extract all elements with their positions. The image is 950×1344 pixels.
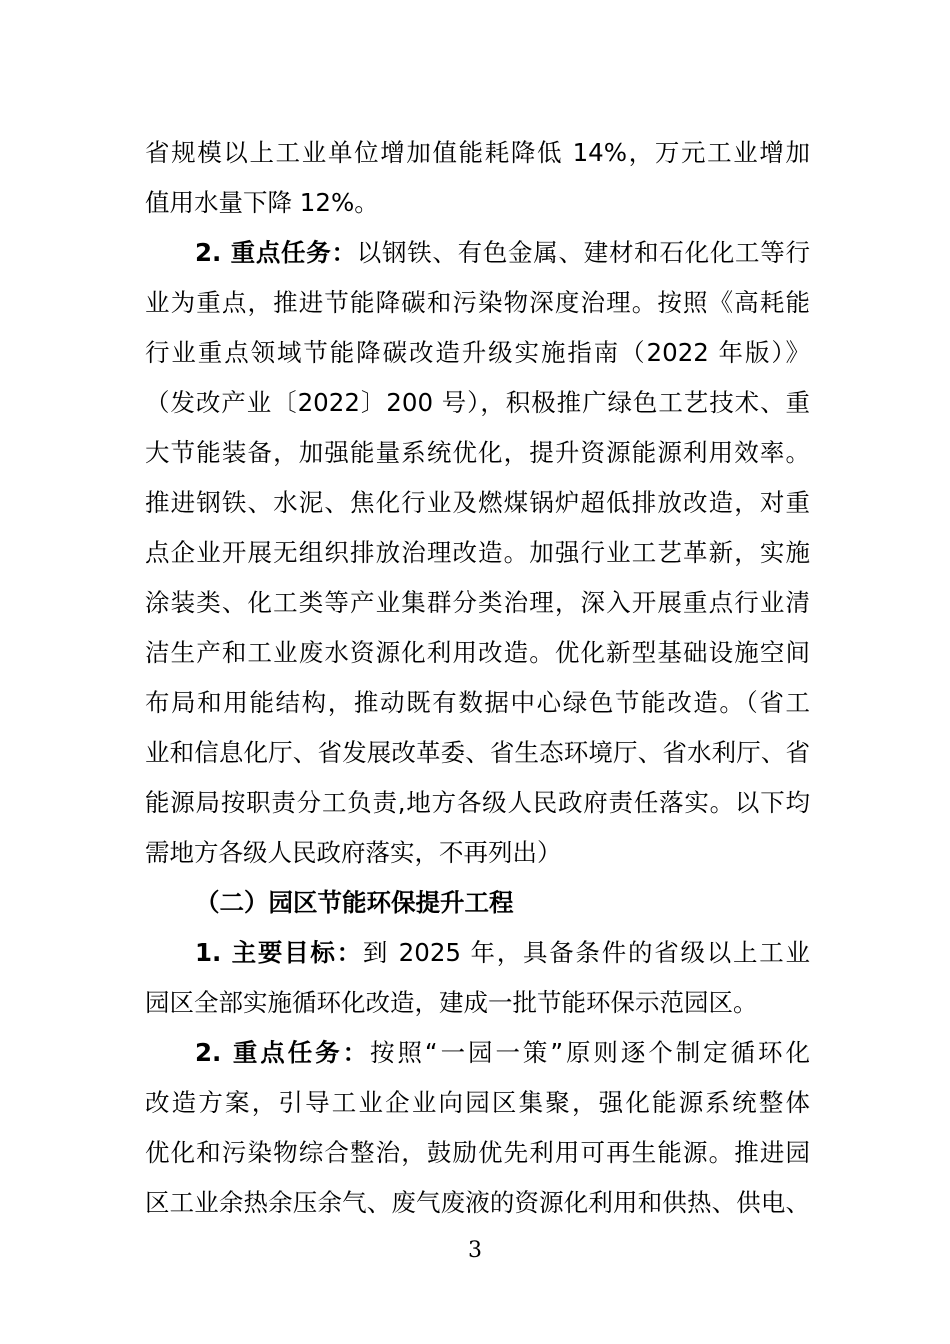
body-text-line: 行业重点领域节能降碳改造升级实施指南（2022 年版）》 [145,338,810,367]
body-text-line: 省规模以上工业单位增加值能耗降低 14%，万元工业增加 [145,138,810,167]
body-text-line: 布局和用能结构，推动既有数据中心绿色节能改造。（省工 [145,688,810,717]
body-text-line: 业和信息化厅、省发展改革委、省生态环境厅、省水利厅、省 [145,738,810,767]
section-lead-label: 1. 主要目标： [195,938,363,967]
body-text-line: 洁生产和工业废水资源化利用改造。优化新型基础设施空间 [145,638,810,667]
target-paragraph-first-line: 1. 主要目标：到 2025 年，具备条件的省级以上工业 [195,938,810,967]
body-text-line: 大节能装备，加强能量系统优化，提升资源能源利用效率。 [145,438,810,467]
body-text-line: 改造方案，引导工业企业向园区集聚，强化能源系统整体 [145,1088,810,1117]
body-text-line: 需地方各级人民政府落实，不再列出） [145,838,562,867]
body-text-line: 涂装类、化工类等产业集群分类治理，深入开展重点行业清 [145,588,810,617]
body-text-line: 推进钢铁、水泥、焦化行业及燃煤锅炉超低排放改造，对重 [145,488,810,517]
task-paragraph-first-line: 2. 重点任务：按照“一园一策”原则逐个制定循环化 [195,1038,810,1067]
body-text-line: 业为重点，推进节能降碳和污染物深度治理。按照《高耗能 [145,288,810,317]
body-text-line: 值用水量下降 12%。 [145,188,379,217]
body-text-line: 优化和污染物综合整治，鼓励优先利用可再生能源。推进园 [145,1138,810,1167]
task-paragraph-first-line: 2. 重点任务：以钢铁、有色金属、建材和石化化工等行 [195,238,810,267]
body-text-line: 能源局按职责分工负责,地方各级人民政府责任落实。以下均 [145,788,810,817]
body-text-line: （发改产业〔2022〕200 号），积极推广绿色工艺技术、重 [145,388,810,417]
body-text-line: 点企业开展无组织排放治理改造。加强行业工艺革新，实施 [145,538,810,567]
section-lead-label: 2. 重点任务： [195,1038,371,1067]
body-text-line: 园区全部实施循环化改造，建成一批节能环保示范园区。 [145,988,758,1017]
section-lead-label: 2. 重点任务： [195,238,357,267]
page-number: 3 [468,1238,482,1263]
body-text-line: 区工业余热余压余气、废气废液的资源化利用和供热、供电、 [145,1188,810,1217]
section-heading: （二）园区节能环保提升工程 [195,888,514,917]
